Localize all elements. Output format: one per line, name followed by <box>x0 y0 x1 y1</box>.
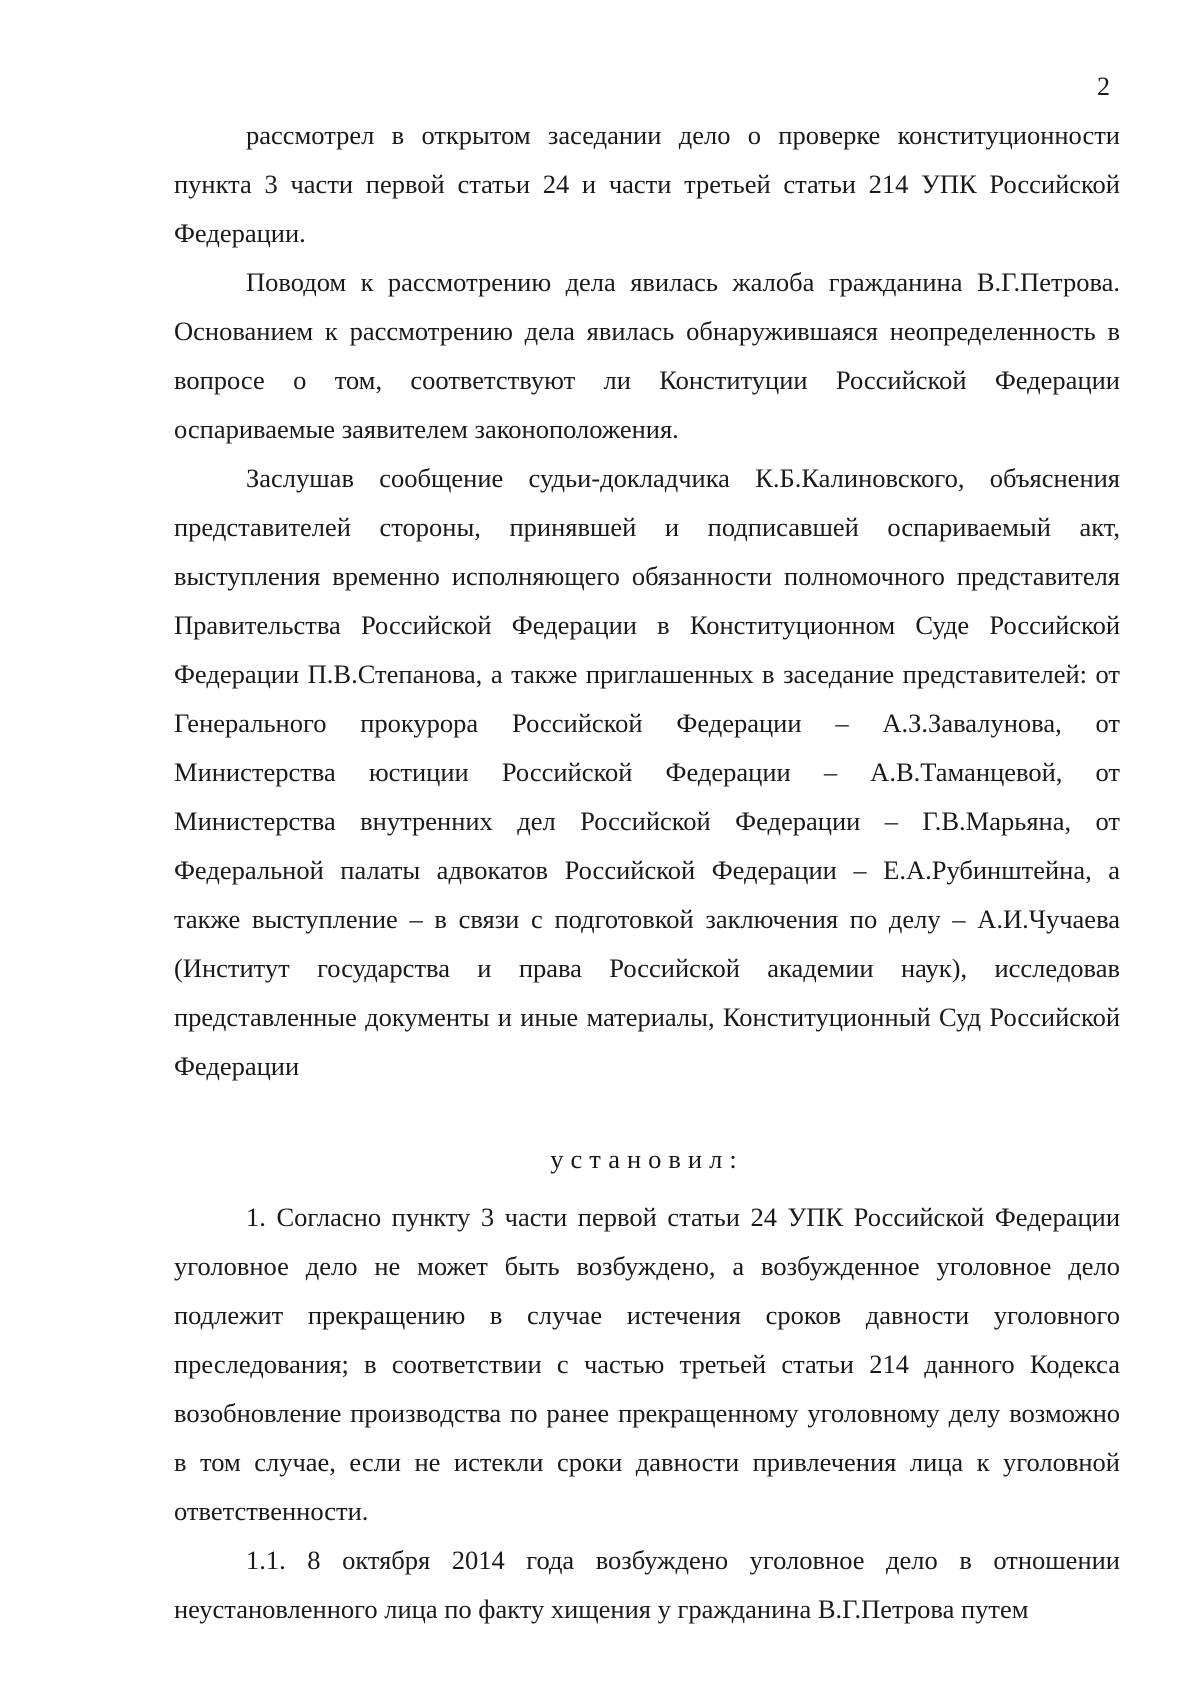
document-body <box>174 111 1120 1634</box>
paragraph-case-intro: рассмотрел в открытом заседании дело о проверке конституционности пункта 3 части первой статьи 24 и части третьей статьи 214 УПК Российской Федерации. <box>174 120 1120 248</box>
paragraph-hearing-participants: Заслушав сообщение судьи-докладчика К.Б.Калиновского, объяснения представителей стороны, принявшей и подписавшей оспариваемый акт, выступления временно исполняющего обязанности полномочного представителя Правительства Российской Федерации в Конституционном Суде Российской Федерации П.В.Степанова, а также приглашенных в заседание представителей: от Генерального прокурора Российской Федерации – А.З.Завалунова, от Министерства юстиции Российской Федерации – А.В.Таманцевой, от Министерства внутренних дел Российской Федерации – Г.В.Марьяна, от Федеральной палаты адвокатов Российской Федерации – Е.А.Рубинштейна, а также выступление – в связи с подготовкой заключения по делу – А.И.Чучаева (Институт государства и права Российской академии наук), исследовав представленные документы и иные материалы, Конституционный Суд Российской Федерации <box>174 463 1120 1081</box>
paragraph-grounds: Поводом к рассмотрению дела явилась жалоба гражданина В.Г.Петрова. Основанием к рассмотрению дела явилась обнаружившаяся неопределенность в вопросе о том, соответствуют ли Конституции Российской Федерации оспариваемые заявителем законоположения. <box>174 267 1120 444</box>
page-number: 2 <box>1097 72 1110 101</box>
section-heading: установил: <box>550 1144 744 1174</box>
paragraph-section-1: 1. Согласно пункту 3 части первой статьи 24 УПК Российской Федерации уголовное дело не может быть возбуждено, а возбужденное уголовное дело подлежит прекращению в случае истечения сроков давности уголовного преследования; в соответствии с частью третьей статьи 214 данного Кодекса возобновление производства по ранее прекращенному уголовному делу возможно в том случае, если не истекли сроки давности привлечения лица к уголовной ответственности. <box>174 1202 1120 1526</box>
paragraph-section-1-1: 1.1. 8 октября 2014 года возбуждено уголовное дело в отношении неустановленного лица по факту хищения у гражданина В.Г.Петрова путем <box>174 1545 1120 1624</box>
